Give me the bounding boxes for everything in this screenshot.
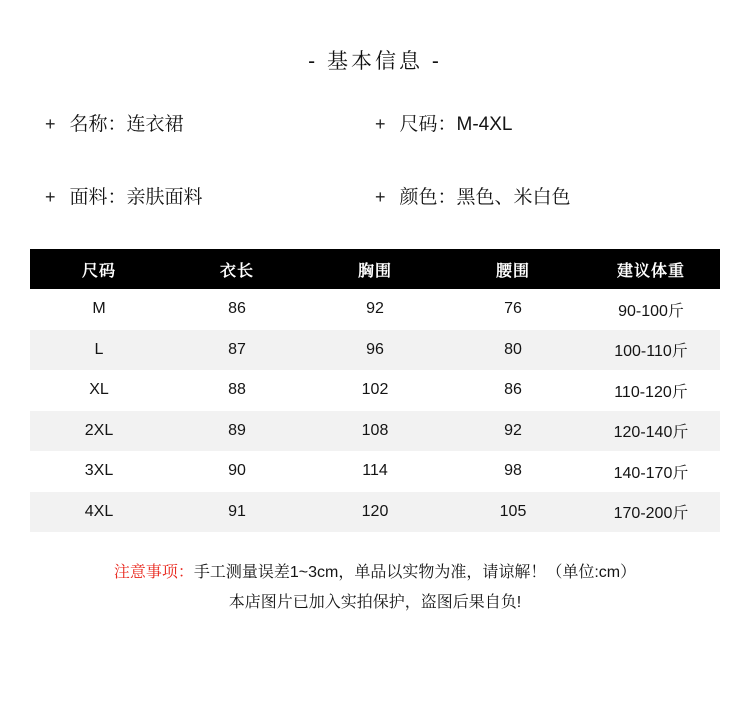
table-cell: 88	[168, 370, 306, 411]
note-line-1	[0, 558, 750, 588]
table-header-row	[30, 249, 720, 289]
plus-icon: +	[45, 114, 56, 134]
info-value-color: 黑色、米白色	[456, 187, 571, 208]
table-cell: 86	[444, 370, 582, 411]
size-table	[30, 249, 720, 532]
table-cell: 2XL	[30, 411, 168, 452]
info-item-size	[375, 109, 705, 136]
notes-section	[0, 558, 750, 618]
size-chart	[0, 249, 750, 532]
table-header-cell: 建议体重	[582, 249, 720, 289]
info-value-fabric: 亲肤面料	[126, 187, 203, 208]
table-cell: 3XL	[30, 451, 168, 492]
table-cell: 87	[168, 330, 306, 371]
table-cell: 4XL	[30, 492, 168, 533]
info-label-color: 颜色：	[399, 187, 457, 208]
info-value-name: 连衣裙	[126, 114, 184, 135]
table-cell: 114	[306, 451, 444, 492]
table-cell: 110-120斤	[582, 370, 720, 411]
table-row	[30, 492, 720, 533]
plus-icon: +	[45, 187, 56, 207]
info-value-size: M-4XL	[456, 114, 513, 135]
table-cell: 140-170斤	[582, 451, 720, 492]
table-cell: 92	[444, 411, 582, 452]
table-cell: L	[30, 330, 168, 371]
table-cell: 100-110斤	[582, 330, 720, 371]
table-row	[30, 451, 720, 492]
table-row	[30, 289, 720, 330]
info-item-name	[45, 109, 375, 136]
table-cell: 90	[168, 451, 306, 492]
table-row	[30, 411, 720, 452]
table-cell: 108	[306, 411, 444, 452]
table-row	[30, 370, 720, 411]
product-info-page	[0, 45, 750, 710]
table-row	[30, 330, 720, 371]
note-line-2: 本店图片已加入实拍保护，盗图后果自负!	[228, 594, 522, 611]
table-cell: 92	[306, 289, 444, 330]
table-cell: 76	[444, 289, 582, 330]
info-item-fabric	[45, 182, 375, 209]
table-cell: 91	[168, 492, 306, 533]
info-label-name: 名称：	[69, 114, 127, 135]
info-label-fabric: 面料：	[69, 187, 127, 208]
table-cell: 96	[306, 330, 444, 371]
table-cell: 105	[444, 492, 582, 533]
info-item-color	[375, 182, 705, 209]
table-cell: 120	[306, 492, 444, 533]
table-cell: 102	[306, 370, 444, 411]
table-header-cell: 尺码	[30, 249, 168, 289]
plus-icon: +	[375, 187, 386, 207]
page-title: - 基本信息 -	[308, 50, 442, 73]
table-header-cell: 腰围	[444, 249, 582, 289]
notice-label: 注意事项：	[113, 564, 194, 581]
table-cell: 90-100斤	[582, 289, 720, 330]
basic-info-grid	[0, 109, 750, 209]
table-cell: M	[30, 289, 168, 330]
table-cell: 80	[444, 330, 582, 371]
table-cell: 120-140斤	[582, 411, 720, 452]
table-cell: 170-200斤	[582, 492, 720, 533]
table-cell: 98	[444, 451, 582, 492]
table-header-cell: 胸围	[306, 249, 444, 289]
table-header-cell: 衣长	[168, 249, 306, 289]
table-cell: 86	[168, 289, 306, 330]
notice-text: 手工测量误差1~3cm，单品以实物为准，请谅解！（单位:cm）	[193, 564, 637, 581]
table-cell: XL	[30, 370, 168, 411]
plus-icon: +	[375, 114, 386, 134]
info-label-size: 尺码：	[399, 114, 457, 135]
table-cell: 89	[168, 411, 306, 452]
